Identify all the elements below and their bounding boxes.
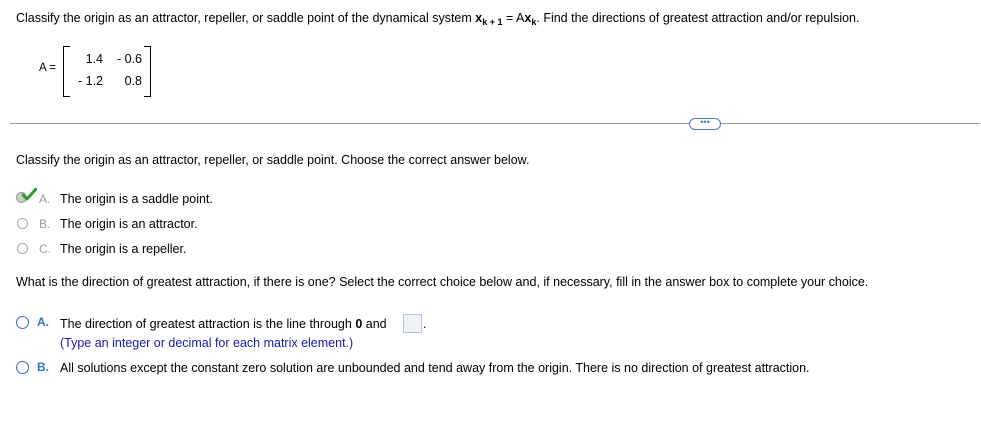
input-hint: (Type an integer or decimal for each matrix element.): [60, 336, 354, 350]
option-letter: B.: [39, 217, 51, 231]
equals-A: = A: [502, 11, 525, 25]
sentence-period: .: [423, 317, 427, 331]
answer-input-box[interactable]: [403, 314, 422, 333]
question-suffix: . Find the directions of greatest attraction and/or repulsion.: [536, 11, 860, 25]
option-letter: C.: [39, 242, 51, 256]
part2-prompt: What is the direction of greatest attraction, if there is one? Select the correct choice below and, if necessary, fill in the answer box to complete your choice.: [16, 275, 869, 289]
radio-button[interactable]: [17, 218, 28, 229]
option-letter: B.: [37, 360, 49, 374]
vector-x: x: [475, 11, 483, 25]
option-text: [60, 317, 387, 331]
option-text: The origin is a saddle point.: [60, 192, 213, 206]
question-text: [16, 11, 859, 27]
vector-x: x: [524, 11, 532, 25]
option-text: The origin is an attractor.: [60, 217, 198, 231]
option-letter: A.: [37, 315, 49, 329]
option-text: The origin is a repeller.: [60, 242, 187, 256]
matrix-cell: 0.8: [124, 74, 142, 88]
matrix-cell: - 0.6: [116, 52, 142, 66]
matrix-cell: - 1.2: [77, 74, 103, 88]
more-options-button[interactable]: •••: [689, 118, 721, 130]
text-before: The direction of greatest attraction is the line through: [60, 317, 356, 331]
matrix-right-bracket: [144, 46, 151, 97]
part1-prompt: Classify the origin as an attractor, repeller, or saddle point. Choose the correct answer below.: [16, 153, 530, 167]
matrix-cell: 1.4: [85, 52, 103, 66]
subscript-k: k: [531, 17, 537, 27]
radio-button[interactable]: [16, 361, 29, 374]
zero-vector: 0: [355, 317, 363, 331]
option-text: All solutions except the constant zero solution are unbounded and tend away from the origin. There is no direction of greatest attraction.: [60, 361, 810, 375]
radio-button[interactable]: [16, 316, 29, 329]
option-letter: A.: [39, 192, 51, 206]
section-divider: [10, 123, 980, 124]
correct-check-icon: [22, 188, 37, 201]
radio-button[interactable]: [17, 243, 28, 254]
matrix-label: A =: [39, 62, 56, 74]
question-prefix: Classify the origin as an attractor, repeller, or saddle point of the dynamical system: [16, 11, 476, 25]
subscript-k-plus-1: k + 1: [482, 17, 503, 27]
text-after: and: [362, 317, 387, 331]
